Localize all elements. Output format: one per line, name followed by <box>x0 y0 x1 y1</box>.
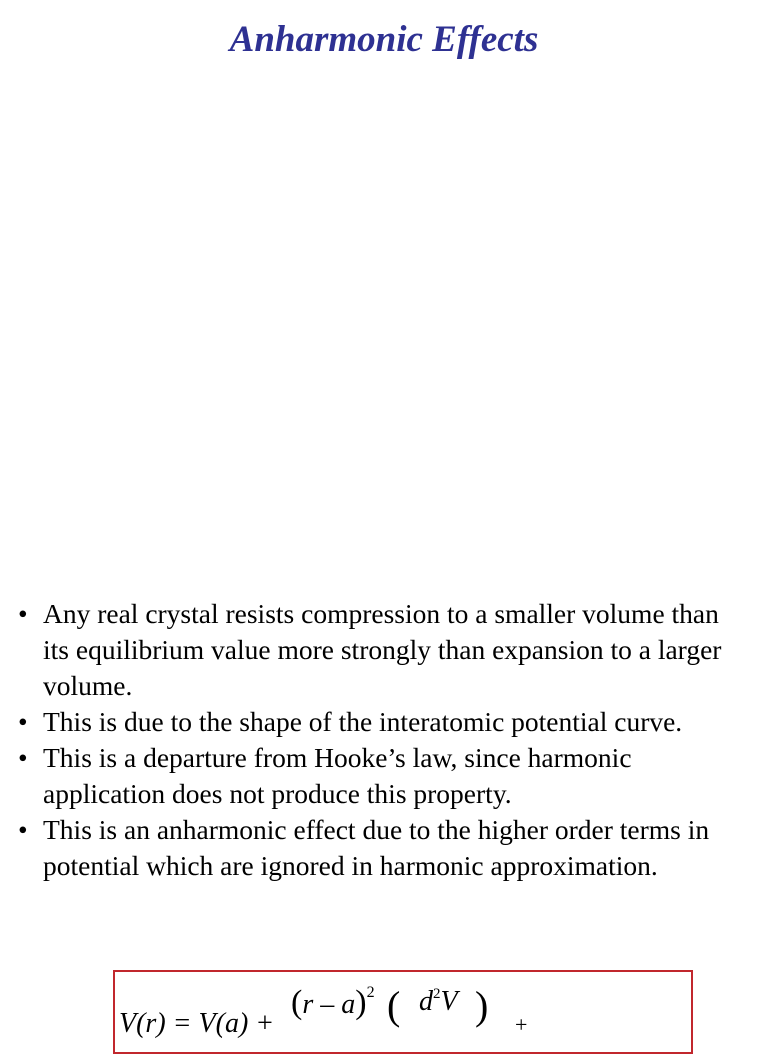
derivative-d: d <box>419 986 433 1017</box>
bullet-list <box>0 596 730 884</box>
derivative-close-paren: ) <box>475 983 489 1028</box>
derivative-exponent: 2 <box>433 986 441 1002</box>
slide-title: Anharmonic Effects <box>229 19 539 60</box>
bullet-marker: • <box>18 598 28 629</box>
potential-expansion-formula <box>119 972 679 1052</box>
bullet-item <box>0 704 730 740</box>
second-derivative <box>419 986 458 1018</box>
bullet-item <box>0 740 730 812</box>
bullet-text: This is due to the shape of the interatomic potential curve. <box>43 706 683 737</box>
bullet-marker: • <box>18 742 28 773</box>
bullet-text: This is an anharmonic effect due to the higher order terms in potential which are ignored in harmonic approximation. <box>43 814 710 881</box>
formula-lhs: V(r) = V(a) + <box>119 1008 275 1039</box>
formula-numerator <box>291 984 375 1022</box>
bullet-marker: • <box>18 814 28 845</box>
numerator-base: r – a <box>302 989 356 1020</box>
bullet-item <box>0 596 730 704</box>
bullet-text: Any real crystal resists compression to a smaller volume than its equilibrium value more strongly than expansion to a larger volume. <box>43 598 722 701</box>
formula-trailing-plus: + <box>515 1012 528 1037</box>
derivative-v: V <box>440 986 458 1017</box>
open-paren: ( <box>291 984 303 1021</box>
bullet-text: This is a departure from Hooke’s law, since harmonic application does not produce this property. <box>43 742 632 809</box>
bullet-item <box>0 812 730 884</box>
figure-placeholder <box>0 80 768 590</box>
bullet-marker: • <box>18 706 28 737</box>
close-paren: ) <box>355 984 367 1021</box>
formula-box <box>113 970 693 1054</box>
numerator-exponent: 2 <box>366 984 375 1001</box>
derivative-open-paren: ( <box>387 983 401 1028</box>
